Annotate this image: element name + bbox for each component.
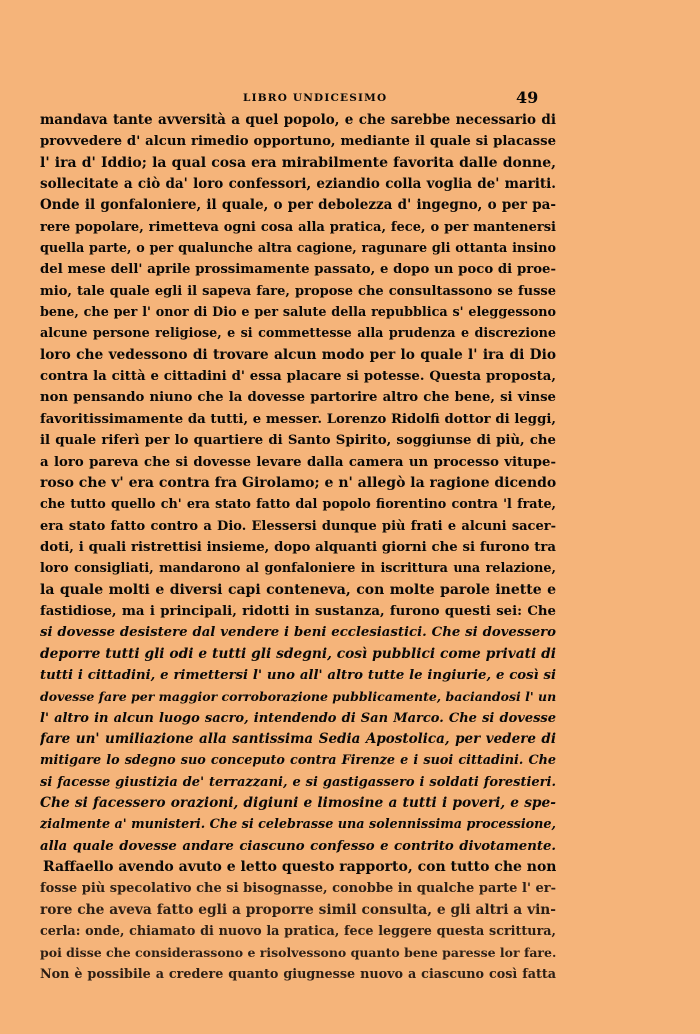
text-line: quella parte, o per qualunche altra cagione, ragunare gli ottanta insino: [40, 241, 556, 257]
text-line: fosse più specolativo che si bisognasse, conobbe in qualche parte l' er-: [40, 881, 556, 897]
text-line: mio, tale quale egli il sapeva fare, propose che consultassono se fusse: [40, 283, 556, 299]
body-text: [40, 110, 556, 985]
text-line: mitigare lo sdegno suo conceputo contra Firenze e i suoi cittadini. Che: [40, 753, 556, 769]
text-line: Che si facessero orazioni, digiuni e limosine a tutti i poveri, e spe-: [40, 795, 556, 811]
text-line: rore che aveva fatto egli a proporre simil consulta, e gli altri a vin-: [40, 901, 556, 918]
page-number: 49: [516, 88, 539, 107]
text-line: poi disse che considerassono e risolvessono quanto bene paresse lor fare.: [40, 945, 556, 961]
text-line: contra la città e cittadini d' essa placare si potesse. Questa proposta,: [40, 369, 556, 385]
text-line: cerla: onde, chiamato di nuovo la pratica, fece leggere questa scrittura,: [40, 924, 556, 940]
paragraph-start-line: Raffaello avendo avuto e letto questo rapporto, con tutto che non: [43, 859, 556, 876]
text-line: sollecitate a ciò da' loro confessori, eziandio colla voglia de' mariti.: [40, 176, 556, 193]
text-line: la quale molti e diversi capi conteneva, con molte parole inette e: [40, 581, 556, 598]
text-line: loro che vedessono di trovare alcun modo per lo quale l' ira di Dio: [40, 346, 556, 363]
text-line: tutti i cittadini, e rimettersi l' uno all' altro tutte le ingiurie, e così si: [40, 667, 556, 683]
text-line: che tutto quello ch' era stato fatto dal popolo fiorentino contra 'l frate,: [40, 497, 556, 513]
text-line: si dovesse desistere dal vendere i beni ecclesiastici. Che si dovessero: [40, 625, 556, 641]
text-line: provvedere d' alcun rimedio opportuno, mediante il quale si placasse: [40, 134, 556, 150]
text-line: Onde il gonfaloniere, il quale, o per debolezza d' ingegno, o per pa-: [40, 197, 556, 214]
text-line: a loro pareva che si dovesse levare dalla camera un processo vitupe-: [40, 454, 556, 470]
text-line: era stato fatto contro a Dio. Elessersi dunque più frati e alcuni sacer-: [40, 518, 556, 534]
text-line: si facesse giustizia de' terrazzani, e si gastigassero i soldati forestieri.: [40, 774, 556, 790]
text-line: il quale riferì per lo quartiere di Santo Spirito, soggiunse di più, che: [40, 433, 556, 449]
text-line: Non è possibile a credere quanto giugnesse nuovo a ciascuno così fatta: [40, 966, 556, 982]
running-head: LIBRO UNDICESIMO: [243, 92, 388, 104]
text-line: del mese dell' aprile prossimamente passato, e dopo un poco di proe-: [40, 262, 556, 278]
text-line: deporre tutti gli odi e tutti gli sdegni, così pubblici come privati di: [40, 645, 556, 662]
text-line: l' altro in alcun luogo sacro, intendendo di San Marco. Che si dovesse: [40, 710, 556, 726]
text-line: bene, che per l' onor di Dio e per salute della repubblica s' eleggessono: [40, 305, 556, 321]
text-line: alcune persone religiose, e si commettesse alla prudenza e discrezione: [40, 326, 556, 342]
text-line: alla quale dovesse andare ciascuno confesso e contrito divotamente.: [40, 838, 556, 854]
page-header: [0, 90, 700, 110]
text-line: favoritissimamente da tutti, e messer. Lorenzo Ridolfi dottor di leggi,: [40, 411, 556, 427]
text-line: doti, i quali ristrettisi insieme, dopo alquanti giorni che si furono tra: [40, 539, 556, 555]
text-line: loro consigliati, mandarono al gonfaloniere in iscrittura una relazione,: [40, 561, 556, 577]
text-line: non pensando niuno che la dovesse partorire altro che bene, si vinse: [40, 390, 556, 406]
text-line: zialmente a' munisteri. Che si celebrasse una solennissima processione,: [40, 817, 556, 833]
text-line: fastidiose, ma i principali, ridotti in sustanza, furono questi sei: Che: [40, 603, 556, 619]
text-line: l' ira d' Iddio; la qual cosa era mirabilmente favorita dalle donne,: [40, 154, 556, 171]
text-line: dovesse fare per maggior corroborazione pubblicamente, baciandosi l' un: [40, 689, 556, 705]
text-line: mandava tante avversità a quel popolo, e che sarebbe necessario di: [40, 112, 556, 128]
text-line: fare un' umiliazione alla santissima Sedia Apostolica, per vedere di: [40, 730, 556, 747]
text-line: roso che v' era contra fra Girolamo; e n' allegò la ragione dicendo: [40, 474, 556, 491]
text-line: rere popolare, rimetteva ogni cosa alla pratica, fece, o per mantenersi: [40, 219, 556, 235]
